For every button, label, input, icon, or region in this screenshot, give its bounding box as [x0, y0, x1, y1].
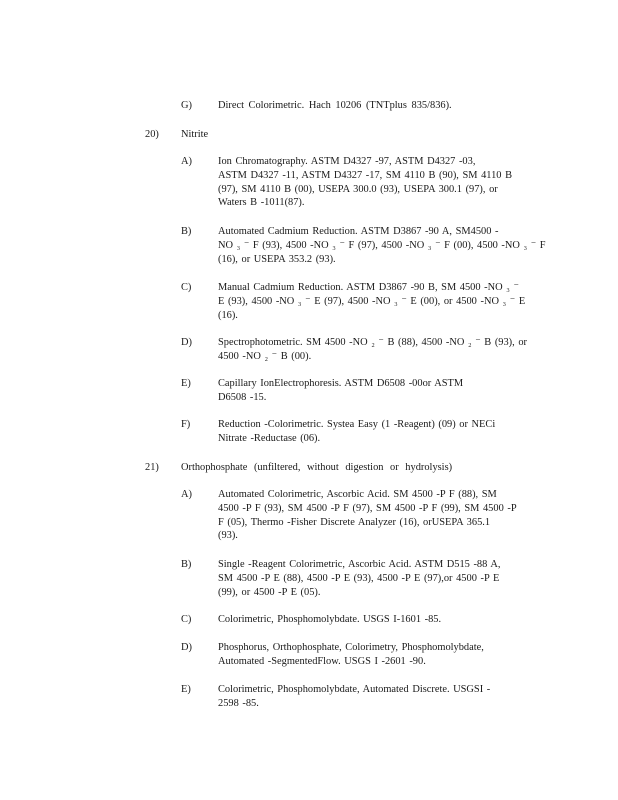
text-line: Ion Chromatography. ASTM D4327 -97, ASTM D4327 -03,: [218, 156, 476, 167]
text-line: E (93), 4500 -NO ₃ ⁻ E (97), 4500 -NO ₃ ⁻ E (00), or 4500 -NO ₃ ⁻ E: [218, 295, 526, 307]
text-line: (16), or USEPA 353.2 (93).: [218, 253, 336, 265]
text-line: 2598 -85.: [218, 697, 259, 709]
section-number: 21): [145, 462, 159, 473]
item-letter: C): [181, 282, 192, 293]
item-letter: D): [181, 337, 192, 348]
item-letter: F): [181, 419, 191, 430]
text-line: NO ₃ ⁻ F (93), 4500 -NO ₃ ⁻ F (97), 4500 -NO ₃ ⁻ F (00), 4500 -NO ₃ ⁻ F: [218, 239, 546, 251]
item-letter: A): [181, 489, 192, 500]
text-line: Automated -SegmentedFlow. USGS I -2601 -90.: [218, 655, 426, 667]
section-number: 20): [145, 129, 159, 140]
item-letter: B): [181, 559, 192, 570]
text-line: (93).: [218, 530, 238, 542]
text-line: D6508 -15.: [218, 391, 267, 403]
item-text: [218, 488, 540, 543]
text-line: Waters B -1011(87).: [218, 197, 305, 209]
item-letter: C): [181, 614, 192, 625]
item-text: [218, 155, 540, 210]
item-letter: A): [181, 156, 192, 167]
item-letter: E): [181, 684, 191, 695]
text-line: Phosphorus, Orthophosphate, Colorimetry, Phosphomolybdate,: [218, 642, 484, 653]
text-line: F (05), Thermo -Fisher Discrete Analyzer (16), orUSEPA 365.1: [218, 516, 491, 528]
text-line: Capillary IonElectrophoresis. ASTM D6508 -00or ASTM: [218, 378, 464, 389]
text-line: Manual Cadmium Reduction. ASTM D3867 -90 B, SM 4500 -NO ₃ ⁻: [218, 282, 519, 293]
item-text: [218, 418, 540, 446]
text-line: ASTM D4327 -11, ASTM D4327 -17, SM 4110 B (90), SM 4110 B: [218, 169, 513, 181]
item-text: [218, 99, 540, 113]
text-line: Single -Reagent Colorimetric, Ascorbic Acid. ASTM D515 -88 A,: [218, 559, 501, 570]
text-line: (97), SM 4110 B (00), USEPA 300.0 (93), USEPA 300.1 (97), or: [218, 183, 498, 195]
text-line: (16).: [218, 309, 238, 321]
item-letter: G): [181, 100, 192, 111]
item-text: [218, 377, 540, 405]
text-line: 4500 -NO ₂ ⁻ B (00).: [218, 350, 312, 362]
section-title: Nitrite: [181, 129, 209, 140]
section-title: Orthophosphate (unfiltered, without digestion or hydrolysis): [181, 462, 453, 473]
text-line: Colorimetric, Phosphomolybdate, Automated Discrete. USGSI -: [218, 684, 491, 695]
text-line: Nitrate -Reductase (06).: [218, 432, 321, 444]
text-line: Automated Cadmium Reduction. ASTM D3867 -90 A, SM4500 -: [218, 226, 499, 237]
text-line: SM 4500 -P E (88), 4500 -P E (93), 4500 -P E (97),or 4500 -P E: [218, 572, 500, 584]
text-line: 4500 -P F (93), SM 4500 -P F (97), SM 4500 -P F (99), SM 4500 -P: [218, 502, 517, 514]
text-line: Automated Colorimetric, Ascorbic Acid. SM 4500 -P F (88), SM: [218, 489, 497, 500]
text-line: (99), or 4500 -P E (05).: [218, 586, 321, 598]
item-letter: D): [181, 642, 192, 653]
text-line: Reduction -Colorimetric. Systea Easy (1 -Reagent) (09) or NECi: [218, 419, 496, 430]
text-line: Spectrophotometric. SM 4500 -NO ₂ ⁻ B (88), 4500 -NO ₂ ⁻ B (93), or: [218, 337, 527, 348]
item-text: [218, 281, 540, 322]
text-line: Colorimetric, Phosphomolybdate. USGS I-1601 -85.: [218, 614, 442, 625]
item-text: [218, 336, 540, 364]
item-letter: B): [181, 226, 192, 237]
item-text: [218, 225, 546, 266]
item-letter: E): [181, 378, 191, 389]
item-text: [218, 558, 540, 599]
item-text: [218, 683, 540, 711]
item-text: [218, 641, 540, 669]
item-text: [218, 613, 540, 627]
text-line: Direct Colorimetric. Hach 10206 (TNTplus 835/836).: [218, 100, 452, 111]
